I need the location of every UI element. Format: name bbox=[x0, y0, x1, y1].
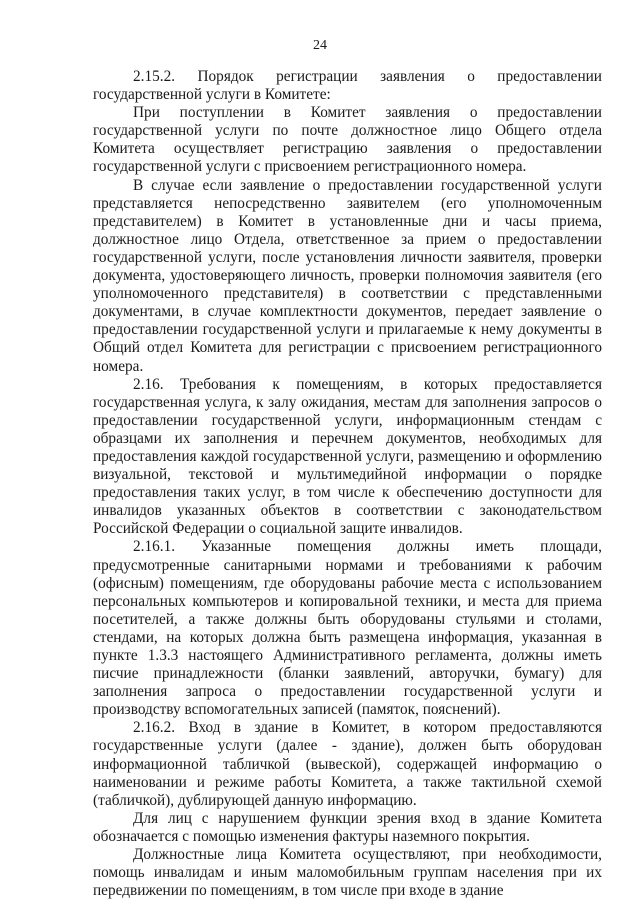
paragraph-vision-impaired: Для лиц с нарушением функции зрения вход в здание Комитета обозначается с помощью изменения фактуры наземного покрытия. bbox=[93, 809, 602, 845]
section-2-15-2-heading: 2.15.2. Порядок регистрации заявления о предоставлении государственной услуги в Комитете: bbox=[93, 68, 602, 104]
paragraph-postal-registration: При поступлении в Комитет заявления о предоставлении государственной услуги по почте должностное лицо Общего отдела Комитета осуществляет регистрацию заявления о предоставлении государственной услуги с присвоением регистрационного номера. bbox=[93, 104, 602, 176]
paragraph-officials-assistance: Должностные лица Комитета осуществляют, при необходимости, помощь инвалидам и иным маломобильным группам населения при их передвижении по помещениям, в том числе при входе в здание bbox=[93, 846, 602, 900]
document-body bbox=[93, 68, 602, 900]
page-number: 24 bbox=[313, 38, 327, 53]
section-2-16-paragraph: 2.16. Требования к помещениям, в которых предоставляется государственная услуга, к залу ожидания, местам для заполнения запросов о предоставлении государственной услуги, информационным стендам с образцами их заполнения и перечнем документов, необходимых для предоставления каждой государственной услуги, размещению и оформлению визуальной, текстовой и мультимедийной информации о порядке предоставления таких услуг, в том числе к обеспечению доступности для инвалидов указанных объектов в соответствии с законодательством Российской Федерации о социальной защите инвалидов. bbox=[93, 375, 602, 538]
paragraph-in-person-registration: В случае если заявление о предоставлении государственной услуги представляется непосредственно заявителем (его уполномоченным представителем) в Комитет в установленные дни и часы приема, должностное лицо Отдела, ответственное за прием о предоставлении государственной услуги, после установления личности заявителя, проверки документа, удостоверяющего личность, проверки полномочия заявителя (его уполномоченного представителя) в соответствии с представленными документами, в случае комплектности документов, передает заявление о предоставлении государственной услуги и прилагаемые к нему документы в Общий отдел Комитета для регистрации с присвоением регистрационного номера. bbox=[93, 176, 602, 375]
section-2-16-2-paragraph: 2.16.2. Вход в здание в Комитет, в котором предоставляются государственные услуги (далее - здание), должен быть оборудован информационной табличкой (вывеской), содержащей информацию о наименовании и режиме работы Комитета, а также тактильной схемой (табличкой), дублирующей данную информацию. bbox=[93, 719, 602, 809]
section-2-16-1-paragraph: 2.16.1. Указанные помещения должны иметь площади, предусмотренные санитарными нормами и требованиями к рабочим (офисным) помещениям, где оборудованы рабочие места с использованием персональных компьютеров и копировальной техники, и места для приема посетителей, а также должны быть оборудованы стульями и столами, стендами, на которых должна быть размещена информация, указанная в пункте 1.3.3 настоящего Административного регламента, должны иметь писчие принадлежности (бланки заявлений, авторучки, бумагу) для заполнения запроса о предоставлении государственной услуги и производству вспомогательных записей (памяток, пояснений). bbox=[93, 538, 602, 719]
